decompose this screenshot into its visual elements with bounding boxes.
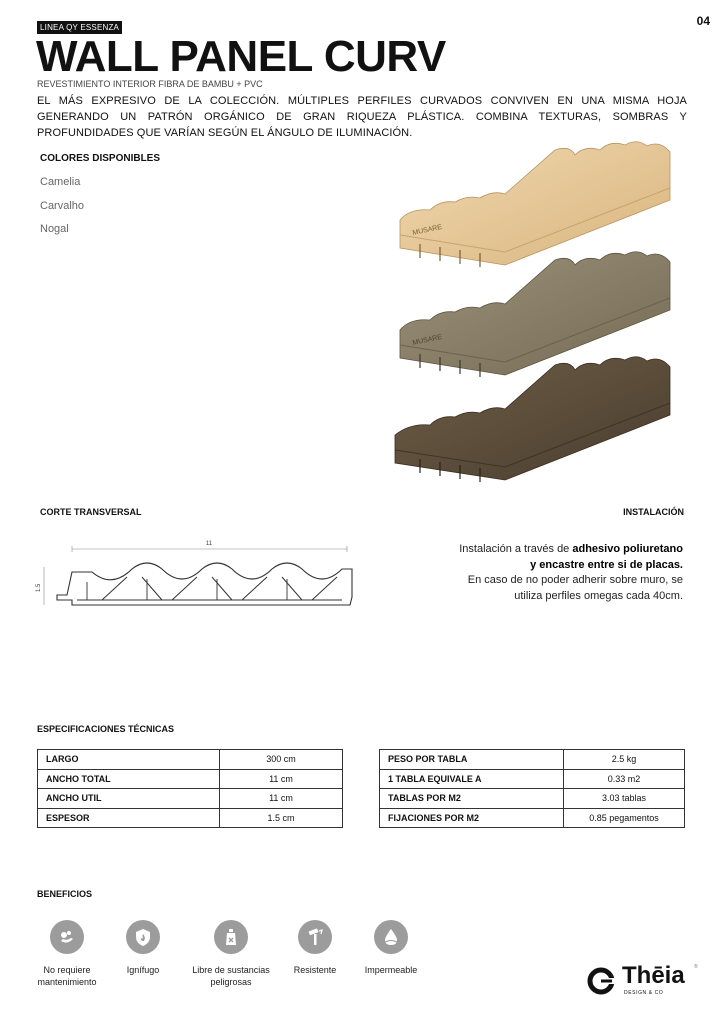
svg-text:MUSARE: MUSARE bbox=[411, 333, 443, 347]
height-dimension-label: 1.5 bbox=[36, 583, 42, 593]
table-row bbox=[38, 769, 343, 789]
spec-label: FIJACIONES POR M2 bbox=[380, 808, 564, 828]
product-image bbox=[385, 140, 685, 485]
brand-registered-mark: ® bbox=[694, 964, 698, 970]
intro-paragraph: EL MÁS EXPRESIVO DE LA COLECCIÓN. MÚLTIPLES PERFILES CURVADOS CONVIVEN EN UNA MISMA HOJA GENERANDO UN PATRÓN ORGÁNICO DE GRAN RIQUEZA PLÁSTICA. COMBINA TEXTURAS, SOMBRAS Y PROFUNDIDADES QUE VARÍAN SEGÚN EL ÁNGULO DE ILUMINACIÓN. bbox=[37, 95, 687, 139]
colors-title: COLORES DISPONIBLES bbox=[40, 153, 161, 164]
hand-wash-icon bbox=[50, 920, 84, 954]
spec-label: TABLAS POR M2 bbox=[380, 789, 564, 809]
water-drop-icon bbox=[374, 920, 408, 954]
installation-line1: Instalación a través de bbox=[459, 543, 573, 555]
benefit-item bbox=[188, 920, 274, 988]
spec-value: 3.03 tablas bbox=[564, 789, 685, 809]
benefits-title: BENEFICIOS bbox=[37, 889, 93, 899]
spec-value: 0.85 pegamentos bbox=[564, 808, 685, 828]
page-title: WALL PANEL CURV bbox=[36, 32, 446, 81]
spec-label: 1 TABLA EQUIVALE A bbox=[380, 769, 564, 789]
spec-label: ANCHO TOTAL bbox=[38, 769, 220, 789]
table-row bbox=[380, 789, 685, 809]
table-row bbox=[38, 808, 343, 828]
hammer-icon bbox=[298, 920, 332, 954]
spec-value: 2.5 kg bbox=[564, 750, 685, 770]
benefit-item bbox=[272, 920, 358, 976]
installation-line3: En caso de no poder adherir sobre muro, se bbox=[467, 574, 683, 586]
spec-label: ANCHO UTIL bbox=[38, 789, 220, 809]
color-item-nogal: Nogal bbox=[40, 223, 69, 235]
installation-title: INSTALACIÓN bbox=[623, 507, 684, 517]
spec-value: 11 cm bbox=[220, 789, 343, 809]
cross-section-title: CORTE TRANSVERSAL bbox=[40, 507, 142, 517]
brand-tagline: DESIGN & CO bbox=[624, 990, 664, 996]
benefit-label: Libre de sustancias peligrosas bbox=[192, 965, 270, 987]
specs-table-right bbox=[379, 749, 685, 828]
table-row bbox=[380, 750, 685, 770]
svg-text:MUSARE: MUSARE bbox=[411, 223, 443, 237]
table-row bbox=[38, 789, 343, 809]
installation-line4: utiliza perfiles omegas cada 40cm. bbox=[514, 589, 683, 602]
installation-line2-bold: y encastre entre si de placas. bbox=[530, 558, 683, 571]
color-list bbox=[40, 176, 84, 247]
brand-logo bbox=[586, 962, 706, 1002]
line-tag: LINEA QY ESSENZA bbox=[37, 21, 122, 34]
panel-camelia bbox=[400, 142, 670, 267]
profile-outline bbox=[57, 563, 352, 605]
cross-section-diagram bbox=[32, 537, 362, 622]
spec-label: LARGO bbox=[38, 750, 220, 770]
spec-value: 0.33 m2 bbox=[564, 769, 685, 789]
spec-value: 1.5 cm bbox=[220, 808, 343, 828]
spec-value: 300 cm bbox=[220, 750, 343, 770]
brand-name: Thēia bbox=[622, 962, 685, 989]
benefit-label: Impermeable bbox=[364, 965, 418, 975]
table-row bbox=[380, 769, 685, 789]
spec-label: ESPESOR bbox=[38, 808, 220, 828]
color-item-camelia: Camelia bbox=[40, 176, 81, 188]
specs-title: ESPECIFICACIONES TÉCNICAS bbox=[37, 724, 175, 734]
page-subtitle: REVESTIMIENTO INTERIOR FIBRA DE BAMBU + PVC bbox=[37, 79, 263, 89]
benefit-item bbox=[24, 920, 110, 988]
table-row bbox=[380, 808, 685, 828]
table-row bbox=[38, 750, 343, 770]
color-item-carvalho: Carvalho bbox=[40, 199, 85, 212]
benefits-list bbox=[24, 920, 444, 1000]
brand-mark-icon bbox=[586, 966, 616, 996]
benefit-item bbox=[100, 920, 186, 976]
installation-text bbox=[393, 542, 683, 604]
chemical-bottle-icon bbox=[214, 920, 248, 954]
benefit-label: Resistente bbox=[293, 965, 337, 975]
fire-shield-icon bbox=[126, 920, 160, 954]
benefit-label: No requiere mantenimiento bbox=[37, 965, 97, 987]
page-number: 04 bbox=[696, 14, 710, 28]
spec-value: 11 cm bbox=[220, 769, 343, 789]
benefit-label: Ignífugo bbox=[126, 965, 160, 975]
spec-label: PESO POR TABLA bbox=[380, 750, 564, 770]
panel-nogal bbox=[395, 357, 670, 482]
benefit-item bbox=[348, 920, 434, 976]
installation-line1-bold: adhesivo poliuretano bbox=[572, 543, 683, 555]
width-dimension-label: 11 bbox=[205, 541, 213, 547]
specs-table-left bbox=[37, 749, 343, 828]
